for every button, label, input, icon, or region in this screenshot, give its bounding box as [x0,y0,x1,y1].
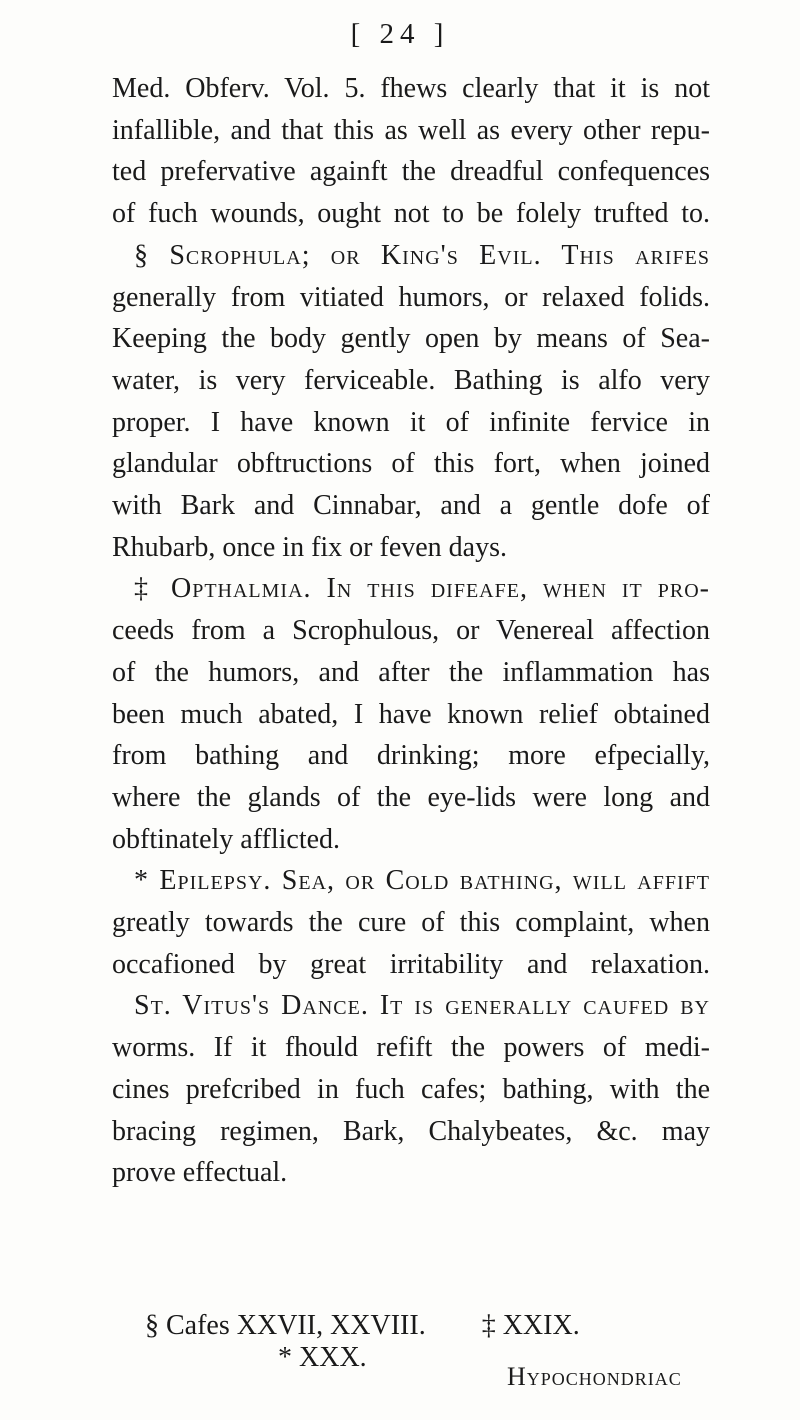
text-line: ceeds from a Scrophulous, or Venereal affection [112,615,710,647]
footnote-case-29: ‡ XXIX. [481,1310,580,1341]
text-line: of fuch wounds, ought not to be folely trufted to. [112,198,710,230]
text-line: ted prefervative againft the dreadful confequences [112,156,710,188]
text-line: water, is very ferviceable. Bathing is alfo very [112,364,710,396]
text-line: obftinately afflicted. [112,823,341,855]
text-line: from bathing and drinking; more efpecially, [112,740,710,772]
text-line: greatly towards the cure of this complaint, when [112,907,710,939]
text-line: where the glands of the eye-lids were long and [112,781,710,813]
text-line: worms. If it fhould refift the powers of medi- [112,1032,710,1064]
text-line: cines prefcribed in fuch cafes; bathing, with the [112,1073,710,1105]
section-heading-epilepsy: * Epilepsy. Sea, or Cold bathing, will affift [134,865,710,897]
section-heading-st-vitus-dance: St. Vitus's Dance. It is generally caufed by [134,990,710,1022]
footnote-cases-27-28: § Cafes XXVII, XXVIII. [145,1310,426,1341]
text-line: generally from vitiated humors, or relaxed folids. [112,281,710,313]
catchword: Hypochondriac [507,1362,682,1391]
text-line: occafioned by great irritability and relaxation. [112,948,710,980]
text-line: with Bark and Cinnabar, and a gentle dofe of [112,490,710,522]
text-line: prove effectual. [112,1157,288,1189]
section-heading-scrophula: § Scrophula; or King's Evil. This arifes [134,239,710,271]
page-number: [ 24 ] [350,18,450,50]
text-line: bracing regimen, Bark, Chalybeates, &c. may [112,1115,710,1147]
text-line: been much abated, I have known relief obtained [112,698,710,730]
text-line: proper. I have known it of infinite fervice in [112,406,710,438]
text-line: Med. Obferv. Vol. 5. fhews clearly that it is not [112,73,710,104]
footnote-case-30: * XXX. [278,1342,367,1373]
body-text [112,68,710,1194]
text-line: glandular obftructions of this fort, when joined [112,448,710,480]
text-line: infallible, and that this as well as every other repu- [112,114,710,146]
text-line: of the humors, and after the inflammation has [112,656,710,688]
text-line: Rhubarb, once in fix or feven days. [112,531,507,563]
text-line: Keeping the body gently open by means of Sea- [112,323,710,355]
section-heading-opthalmia: ‡ Opthalmia. In this difeafe, when it pro- [134,573,710,605]
